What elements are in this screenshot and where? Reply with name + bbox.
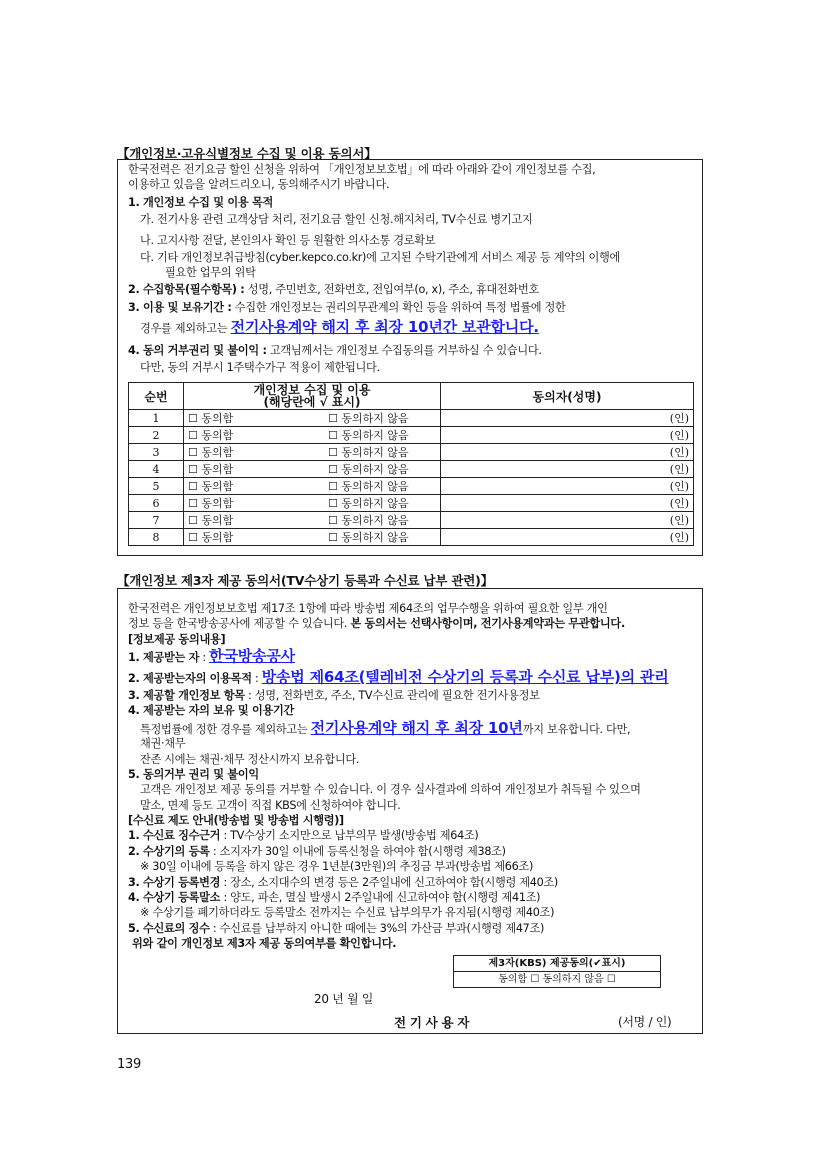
s2-retention <box>140 721 630 737</box>
s2-purpose-sep: : <box>251 672 262 685</box>
s2-refusal-title: 5. 동의거부 권리 및 불이익 <box>128 768 259 781</box>
retention-title: 3. 이용 및 보유기간 : <box>128 301 232 314</box>
row-number: 6 <box>129 495 184 512</box>
disagree-checkbox[interactable]: ☐ 동의하지 않음 <box>328 412 409 425</box>
consent-row <box>129 478 694 495</box>
fee-item-1-text: : TV수상기 소지만으로 납부의무 발생(방송법 제64조) <box>220 829 479 842</box>
row-number: 4 <box>129 461 184 478</box>
col-signer: 동의자(성명) <box>441 383 694 410</box>
agree-checkbox[interactable]: ☐ 동의함 <box>188 412 234 425</box>
retention-text: 수집한 개인정보는 권리의무관계의 확인 등을 위하여 특정 법률에 정한 <box>231 301 566 314</box>
disagree-checkbox[interactable]: ☐ 동의하지 않음 <box>328 480 409 493</box>
fee-item-2-text: : 소지자가 30일 이내에 등록신청을 하여야 함(시행령 제38조) <box>209 845 506 858</box>
disagree-checkbox[interactable]: ☐ 동의하지 않음 <box>328 514 409 527</box>
third-party-check-header: 제3자(KBS) 제공동의(✔표시) <box>454 956 660 972</box>
signer-cell[interactable] <box>441 444 694 461</box>
consent-row <box>129 461 694 478</box>
agree-checkbox[interactable]: ☐ 동의함 <box>188 429 234 442</box>
fee-item-2 <box>128 844 506 859</box>
signer-label: 전 기 사 용 자 <box>394 1015 470 1030</box>
disagree-checkbox[interactable]: ☐ 동의하지 않음 <box>328 446 409 459</box>
s2-recipient <box>128 649 295 665</box>
fee-item-3-text: : 장소, 소지대수의 변경 등은 2주일내에 신고하여야 함(시행령 제40조) <box>220 876 558 889</box>
third-party-consent-box <box>117 588 703 1034</box>
consent-table-header <box>129 383 694 410</box>
intro-line-1: 한국전력은 전기요금 할인 신청을 위하여 「개인정보보호법」에 따라 아래와 같이 개인정보를 수집, <box>128 163 596 176</box>
row-number: 3 <box>129 444 184 461</box>
purpose-title: 1. 개인정보 수집 및 이용 목적 <box>128 196 273 209</box>
disagree-checkbox[interactable]: ☐ 동의하지 않음 <box>328 463 409 476</box>
row-consent-options <box>184 495 441 512</box>
s2-refusal-text-2: 말소, 면제 등도 고객이 직접 KBS에 신청하여야 합니다. <box>140 799 401 812</box>
s2-recipient-value: 한국방송공사 <box>209 647 295 665</box>
row-number: 1 <box>129 410 184 427</box>
s2-purpose-title: 2. 제공받는자의 이용목적 <box>128 672 252 685</box>
fee-item-4-title: 4. 수상기 등록말소 <box>128 891 221 904</box>
s2-retention-title: 4. 제공받는 자의 보유 및 이용기간 <box>128 704 295 717</box>
s2-refusal-text-1: 고객은 개인정보 제공 동의를 거부할 수 있습니다. 이 경우 실사결과에 의하여 개인정보가 취득될 수 있으며 <box>140 783 641 796</box>
s2-intro-2a: 정보 등을 한국방송공사에 제공할 수 있습니다. <box>128 617 351 630</box>
seal-mark: (인) <box>669 412 689 425</box>
fee-item-5-text: : 수신료를 납부하지 아니한 때에는 3%의 가산금 부과(시행령 제47조) <box>209 922 545 935</box>
seal-mark: (인) <box>669 463 689 476</box>
fee-item-4-note: ※ 수상기를 폐기하더라도 등록말소 전까지는 수신료 납부의무가 유지됨(시행령 제40조) <box>140 906 555 919</box>
purpose-item-c-1: 다. 기타 개인정보취급방침(cyber.kepco.co.kr)에 고지된 수탁기관에게 서비스 제공 등 계약의 이행에 <box>140 251 621 264</box>
fee-item-2-note: ※ 30일 이내에 등록을 하지 않은 경우 1년분(3만원)의 추징금 부과(방송법 제66조) <box>140 860 534 873</box>
seal-mark: (인) <box>669 531 689 544</box>
s2-purpose <box>128 670 669 686</box>
seal-mark: (인) <box>669 480 689 493</box>
seal-mark: (인) <box>669 497 689 510</box>
s2-intro-1: 한국전력은 개인정보보호법 제17조 1항에 따라 방송법 제64조의 업무수행을 위하여 필요한 일부 개인 <box>128 602 608 615</box>
col-consent-line-2: (해당란에 √ 표시) <box>263 395 361 409</box>
s2-recipient-sep: : <box>199 651 210 664</box>
row-consent-options <box>184 461 441 478</box>
personal-info-consent-box <box>117 159 703 556</box>
collected-items-text: 성명, 주민번호, 전화번호, 전입여부(o, x), 주소, 휴대전화번호 <box>244 283 539 296</box>
refusal-title: 4. 동의 거부권리 및 불이익 : <box>128 344 267 357</box>
disagree-checkbox[interactable]: ☐ 동의하지 않음 <box>328 497 409 510</box>
signer-cell[interactable] <box>441 512 694 529</box>
fee-item-4 <box>128 890 540 905</box>
seal-mark: (인) <box>669 514 689 527</box>
row-number: 2 <box>129 427 184 444</box>
refusal-right <box>128 343 542 358</box>
s2-retention-highlight: 전기사용계약 해지 후 최장 10년 <box>310 719 523 737</box>
consent-row <box>129 512 694 529</box>
s2-retention-text-3: 채권·채무 <box>140 737 186 750</box>
s2-retention-text-4: 잔존 시에는 채권·채무 정산시까지 보유합니다. <box>140 753 360 766</box>
fee-item-1-title: 1. 수신료 징수근거 <box>128 829 221 842</box>
purpose-item-b: 나. 고지사항 전달, 본인의사 확인 등 원활한 의사소통 경로확보 <box>140 234 436 247</box>
consent-row <box>129 410 694 427</box>
consent-row <box>129 529 694 546</box>
row-number: 8 <box>129 529 184 546</box>
disagree-checkbox[interactable]: ☐ 동의하지 않음 <box>328 429 409 442</box>
fee-item-1 <box>128 828 478 843</box>
refusal-text: 고객님께서는 개인정보 수집동의를 거부하실 수 있습니다. <box>266 344 542 357</box>
section1-title: 【개인정보·고유식별정보 수집 및 이용 동의서】 <box>117 146 377 161</box>
retention-text-2: 경우를 제외하고는 <box>140 322 231 335</box>
agree-checkbox[interactable]: ☐ 동의함 <box>188 531 234 544</box>
refusal-text-2: 다만, 동의 거부시 1주택수가구 적용이 제한됩니다. <box>140 361 380 374</box>
fee-item-3-title: 3. 수상기 등록변경 <box>128 876 221 889</box>
s2-items <box>128 688 540 703</box>
agree-checkbox[interactable]: ☐ 동의함 <box>188 514 234 527</box>
row-consent-options <box>184 427 441 444</box>
agree-checkbox[interactable]: ☐ 동의함 <box>188 463 234 476</box>
s2-items-text: : 성명, 전화번호, 주소, TV수신료 관리에 필요한 전기사용정보 <box>244 689 540 702</box>
fee-item-2-title: 2. 수상기의 등록 <box>128 845 210 858</box>
agree-checkbox[interactable]: ☐ 동의함 <box>188 480 234 493</box>
page-number: 139 <box>117 1057 141 1072</box>
collected-items <box>128 282 539 297</box>
fee-item-5 <box>128 921 544 936</box>
row-number: 7 <box>129 512 184 529</box>
signer-cell[interactable] <box>441 410 694 427</box>
s2-items-title: 3. 제공할 개인정보 항목 <box>128 689 245 702</box>
fee-item-3 <box>128 875 558 890</box>
fee-item-5-title: 5. 수신료의 징수 <box>128 922 210 935</box>
s2-intro-2b: 본 동의서는 선택사항이며, 전기사용계약과는 무관합니다. <box>350 617 625 630</box>
third-party-check-box <box>453 955 661 988</box>
agree-checkbox[interactable]: ☐ 동의함 <box>188 497 234 510</box>
s2-retention-text-1: 특정법률에 정한 경우를 제외하고는 <box>140 723 311 736</box>
consent-row <box>129 427 694 444</box>
row-consent-options <box>184 478 441 495</box>
s2-recipient-title: 1. 제공받는 자 <box>128 651 200 664</box>
retention-highlight: 전기사용계약 해지 후 최장 10년간 보관합니다. <box>230 318 539 336</box>
third-party-check-options[interactable]: 동의함 ☐ 동의하지 않음 ☐ <box>498 974 616 985</box>
seal-mark: (인) <box>669 446 689 459</box>
signer-cell[interactable] <box>441 427 694 444</box>
purpose-item-c-2: 필요한 업무의 위탁 <box>165 266 256 279</box>
date-line: 20 년 월 일 <box>314 992 374 1006</box>
seal-mark: (인) <box>669 429 689 442</box>
sign-label: (서명 / 인) <box>618 1015 672 1029</box>
signer-cell[interactable] <box>441 461 694 478</box>
purpose-item-a: 가. 전기사용 관련 고객상담 처리, 전기요금 할인 신청.해지처리, TV수신료 병기고지 <box>140 213 533 226</box>
signer-cell[interactable] <box>441 495 694 512</box>
row-consent-options <box>184 410 441 427</box>
fee-item-4-text: : 양도, 파손, 멸실 발생시 2주일내에 신고하여야 함(시행령 제41조) <box>220 891 541 904</box>
fee-title: [수신료 제도 안내(방송법 및 방송법 시행령)] <box>128 814 344 827</box>
consent-row <box>129 495 694 512</box>
retention-period <box>128 300 566 315</box>
intro-line-2: 이용하고 있음을 알려드리오니, 동의해주시기 바랍니다. <box>128 178 390 191</box>
s2-intro-2 <box>128 616 625 631</box>
row-consent-options <box>184 512 441 529</box>
row-number: 5 <box>129 478 184 495</box>
disagree-checkbox[interactable]: ☐ 동의하지 않음 <box>328 531 409 544</box>
consent-row <box>129 444 694 461</box>
section2-title: 【개인정보 제3자 제공 동의서(TV수상기 등록과 수신료 납부 관련)】 <box>117 573 493 588</box>
col-consent <box>184 383 441 410</box>
signer-cell[interactable] <box>441 478 694 495</box>
s2-subtitle: [정보제공 동의내용] <box>128 633 226 646</box>
col-no: 순번 <box>129 383 184 410</box>
collected-items-title: 2. 수집항목(필수항목) : <box>128 283 245 296</box>
retention-period-2 <box>140 320 539 336</box>
agree-checkbox[interactable]: ☐ 동의함 <box>188 446 234 459</box>
s2-retention-text-2: 까지 보유합니다. 다만, <box>522 723 631 736</box>
col-consent-line-1: 개인정보 수집 및 이용 <box>253 383 371 397</box>
s2-confirm: 위와 같이 개인정보 제3자 제공 동의여부를 확인합니다. <box>132 937 397 950</box>
row-consent-options <box>184 444 441 461</box>
consent-table <box>128 382 694 546</box>
row-consent-options <box>184 529 441 546</box>
s2-purpose-value: 방송법 제64조(텔레비전 수상기의 등록과 수신료 납부)의 관리 <box>261 668 669 686</box>
signer-cell[interactable] <box>441 529 694 546</box>
